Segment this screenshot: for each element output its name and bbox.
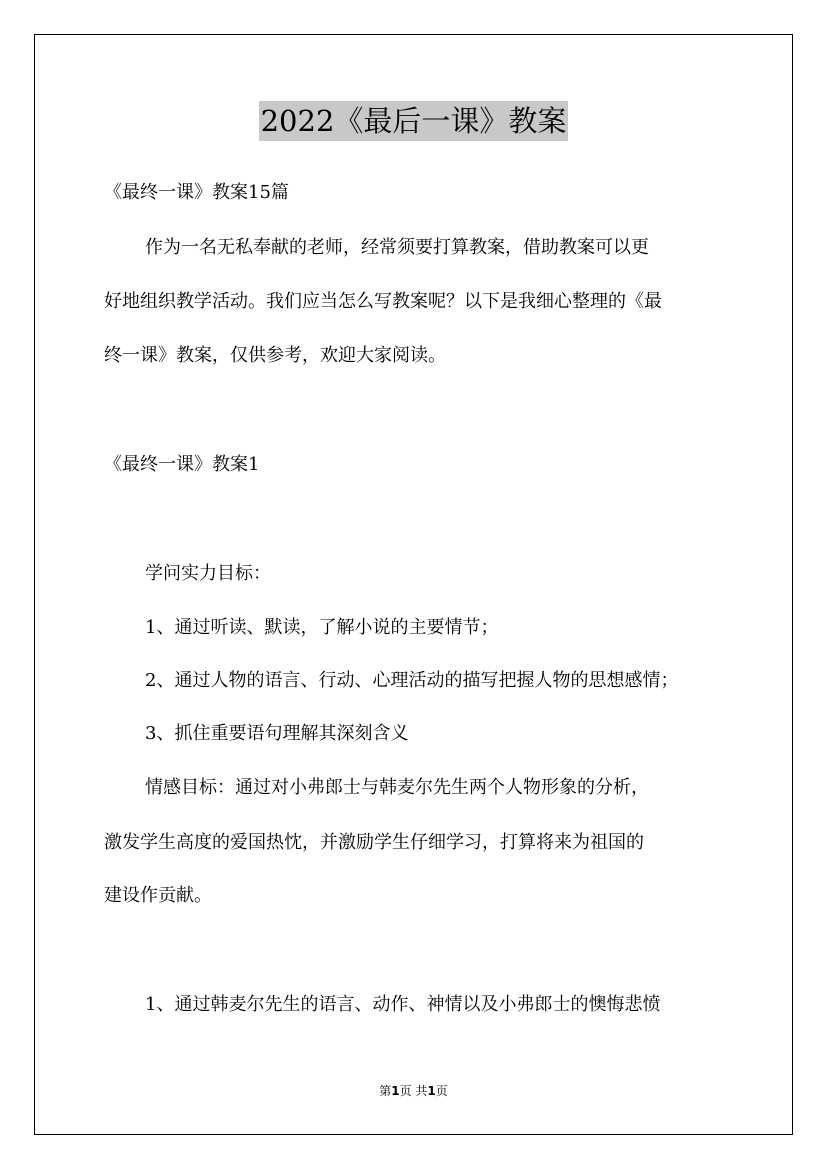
goal-item-1: 1、通过听读、默读，了解小说的主要情节； — [145, 617, 499, 638]
goal-heading: 学问实力目标： — [145, 563, 271, 584]
page-footer — [0, 1082, 827, 1100]
document-title: 2022《最后一课》教案 — [259, 101, 569, 141]
footer-total-pages: 1 — [427, 1084, 436, 1098]
section-heading: 《最终一课》教案1 — [104, 454, 260, 475]
goal-item-2: 2、通过人物的语言、行动、心理活动的描写把握人物的思想感情； — [145, 670, 679, 691]
footer-mid: 页 共 — [399, 1084, 428, 1098]
footer-suffix: 页 — [435, 1084, 448, 1098]
intro-line-3: 终一课》教案，仅供参考，欢迎大家阅读。 — [104, 345, 446, 366]
emotion-line-3: 建设作贡献。 — [104, 885, 212, 906]
emotion-line-2: 激发学生高度的爱国热忱，并激励学生仔细学习，打算将来为祖国的 — [104, 832, 644, 853]
title-container — [0, 101, 827, 141]
intro-line-1: 作为一名无私奉献的老师，经常须要打算教案，借助教案可以更 — [145, 237, 649, 258]
document-subtitle: 《最终一课》教案15篇 — [104, 182, 289, 203]
step-line-1: 1、通过韩麦尔先生的语言、动作、神情以及小弗郎士的懊悔悲愤 — [145, 994, 661, 1015]
footer-page-number: 1 — [391, 1084, 400, 1098]
footer-prefix: 第 — [379, 1084, 392, 1098]
emotion-line-1: 情感目标：通过对小弗郎士与韩麦尔先生两个人物形象的分析， — [145, 777, 649, 798]
goal-item-3: 3、抓住重要语句理解其深刻含义 — [145, 723, 409, 744]
intro-line-2: 好地组织教学活动。我们应当怎么写教案呢？以下是我细心整理的《最 — [104, 291, 662, 312]
